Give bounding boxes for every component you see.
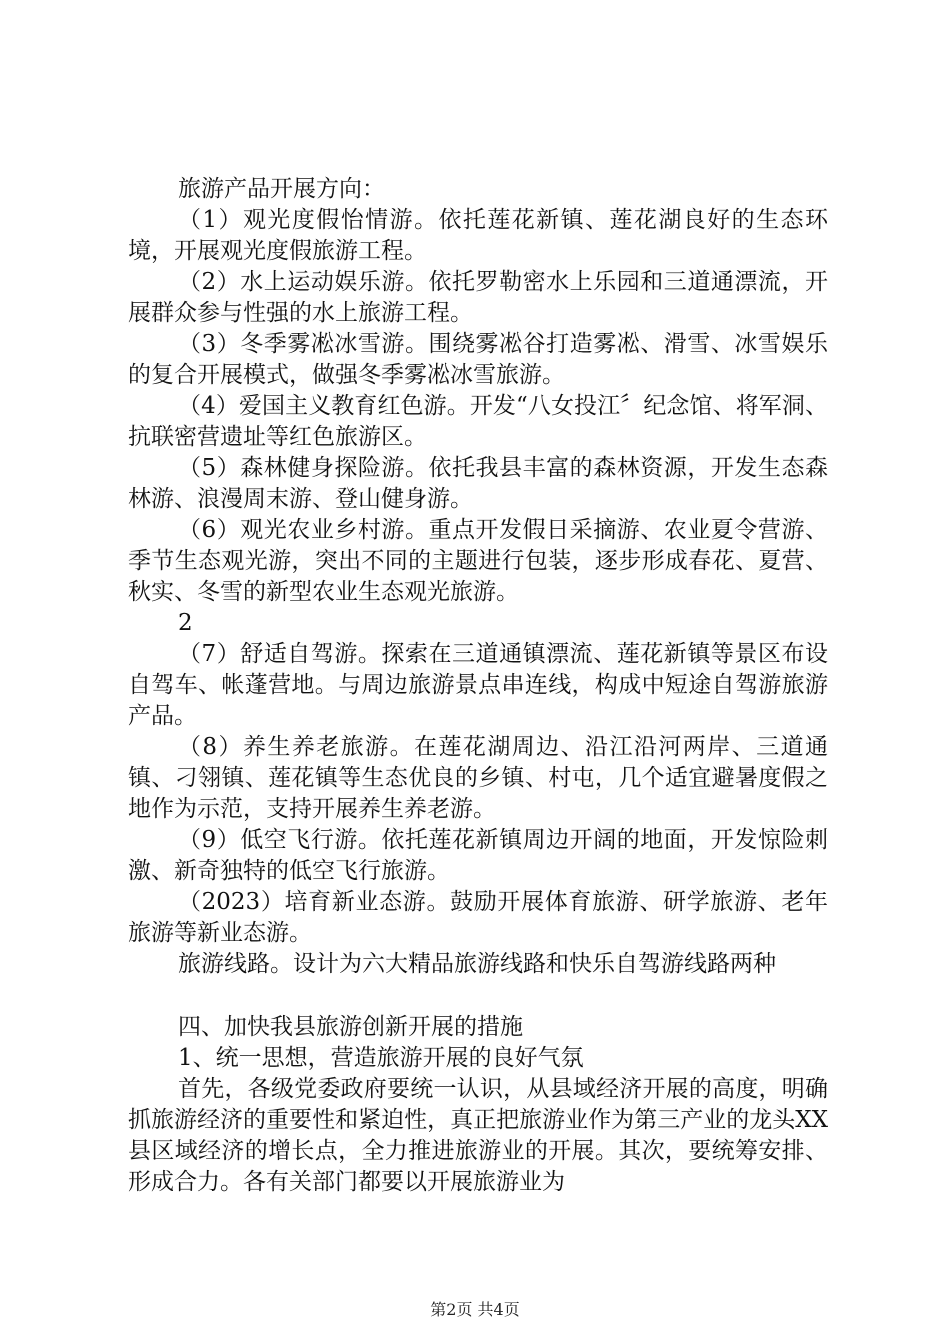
- paragraph-item-4: （4）爱国主义教育红色游。开发“八女投江〞纪念馆、将军洞、抗联密营遗址等红色旅游区。: [128, 393, 828, 450]
- paragraph-item-5: （5）森林健身探险游。依托我县丰富的森林资源，开发生态森林游、浪漫周末游、登山健身游。: [128, 455, 828, 512]
- paragraph-item-9: （9）低空飞行游。依托莲花新镇周边开阔的地面，开发惊险刺激、新奇独特的低空飞行旅游。: [128, 827, 828, 884]
- page-marker: 2: [178, 610, 193, 636]
- paragraph-item-8: （8）养生养老旅游。在莲花湖周边、沿江沿河两岸、三道通镇、刁翎镇、莲花镇等生态优良的乡镇、村屯，几个适宜避暑度假之地作为示范，支持开展养生养老游。: [128, 734, 828, 822]
- paragraph-item-2: （2）水上运动娱乐游。依托罗勒密水上乐园和三道通漂流，开展群众参与性强的水上旅游工程。: [128, 269, 828, 326]
- page-footer: 第2页 共4页: [430, 1300, 520, 1319]
- paragraph-item-6: （6）观光农业乡村游。重点开发假日采摘游、农业夏令营游、季节生态观光游，突出不同的主题进行包装，逐步形成春花、夏营、秋实、冬雪的新型农业生态观光旅游。: [128, 517, 828, 605]
- paragraph-body: 首先，各级党委政府要统一认识，从县域经济开展的高度，明确抓旅游经济的重要性和紧迫性，真正把旅游业作为第三产业的龙头XX县区域经济的增长点，全力推进旅游业的开展。其次，要统筹安排、形成合力。各有关部门都要以开展旅游业为: [128, 1076, 828, 1195]
- section-heading-tourism-products: 旅游产品开展方向：: [178, 176, 385, 202]
- paragraph-item-7: （7）舒适自驾游。探索在三道通镇漂流、莲花新镇等景区布设自驾车、帐蓬营地。与周边旅游景点串连线，构成中短途自驾游旅游产品。: [128, 641, 828, 729]
- paragraph-tourism-routes: 旅游线路。设计为六大精品旅游线路和快乐自驾游线路两种: [178, 951, 776, 977]
- paragraph-item-3: （3）冬季雾凇冰雪游。围绕雾凇谷打造雾凇、滑雪、冰雪娱乐的复合开展模式，做强冬季雾凇冰雪旅游。: [128, 331, 828, 388]
- paragraph-item-1: （1）观光度假怡情游。依托莲花新镇、莲花湖良好的生态环境，开展观光度假旅游工程。: [128, 207, 828, 264]
- paragraph-item-10: （2023）培育新业态游。鼓励开展体育旅游、研学旅游、老年旅游等新业态游。: [128, 889, 828, 946]
- section-heading-measures: 四、加快我县旅游创新开展的措施: [178, 1014, 523, 1040]
- subheading-unify-thinking: 1、统一思想，营造旅游开展的良好气氛: [178, 1045, 584, 1071]
- document-body: [128, 174, 828, 1198]
